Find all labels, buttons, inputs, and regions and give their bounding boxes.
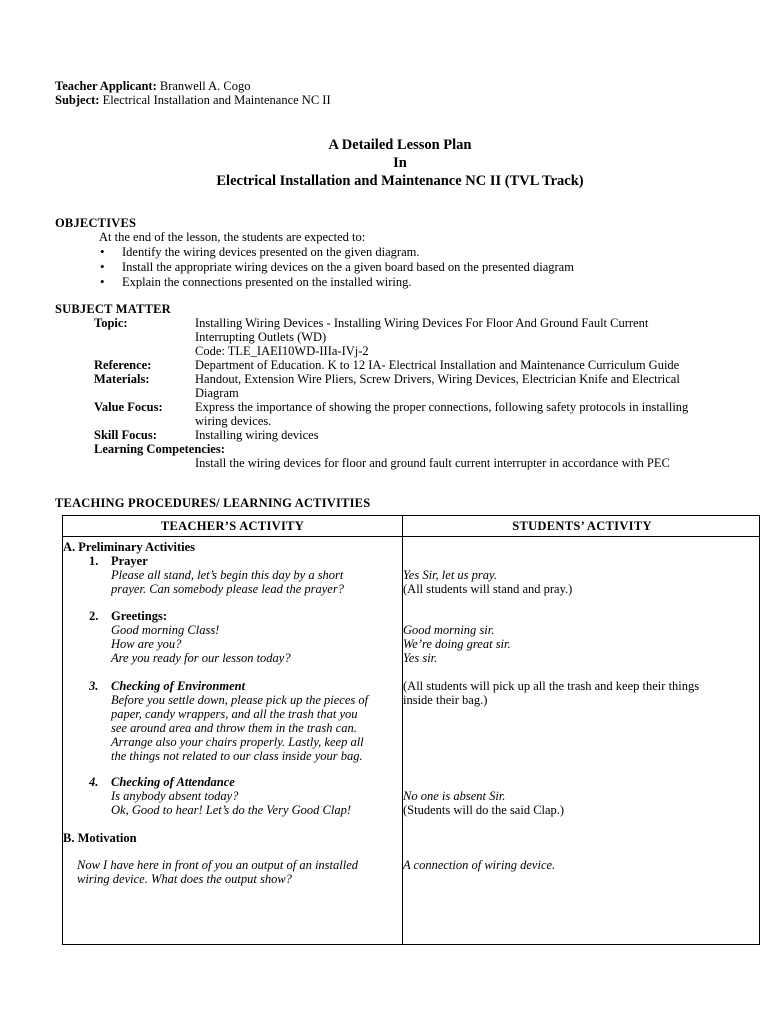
environment-teacher-line: Arrange also your chairs properly. Lastly, keep all — [111, 735, 364, 749]
greetings-number: 2. — [89, 609, 99, 623]
skill-focus-label: Skill Focus: — [94, 428, 157, 442]
environment-teacher-line: the things not related to our class inside your bag. — [111, 749, 363, 763]
learning-competencies-label: Learning Competencies: — [94, 442, 225, 456]
environment-teacher-line: paper, candy wrappers, and all the trash that you — [111, 707, 358, 721]
materials-label: Materials: — [94, 372, 150, 386]
topic-label: Topic: — [94, 316, 128, 330]
value-focus-line: wiring devices. — [195, 414, 272, 428]
attendance-student-response: No one is absent Sir. — [403, 789, 506, 803]
motivation-teacher-line: Now I have here in front of you an output of an installed — [77, 858, 358, 872]
topic-code: Code: TLE_IAEI10WD-IIIa-IVj-2 — [195, 344, 369, 358]
greetings-teacher-line: Are you ready for our lesson today? — [111, 651, 291, 665]
document-title-course: Electrical Installation and Maintenance NC II (TVL Track) — [216, 173, 584, 189]
value-focus-line: Express the importance of showing the proper connections, following safety protocols in installing — [195, 400, 689, 414]
document-title: A Detailed Lesson Plan — [328, 137, 472, 153]
materials-line: Diagram — [195, 386, 239, 400]
teacher-applicant-label: Teacher Applicant: — [55, 79, 157, 93]
greetings-student-response: We’re doing great sir. — [403, 637, 511, 651]
greetings-heading: Greetings: — [111, 609, 168, 623]
learning-competencies-value: Install the wiring devices for floor and ground fault current interrupter in accordance with PEC — [195, 456, 670, 470]
prayer-number: 1. — [89, 554, 99, 568]
topic-line: Interrupting Outlets (WD) — [195, 330, 327, 344]
environment-teacher-line: see around area and throw them in the trash can. — [111, 721, 357, 735]
greetings-teacher-line: How are you? — [111, 637, 182, 651]
attendance-student-action: (Students will do the said Clap.) — [403, 803, 565, 817]
teaching-procedures-heading: TEACHING PROCEDURES/ LEARNING ACTIVITIES — [55, 496, 371, 510]
motivation-teacher-line: wiring device. What does the output show? — [77, 872, 292, 886]
greetings-student-response: Yes sir. — [403, 651, 438, 665]
motivation-heading: B. Motivation — [63, 831, 137, 845]
greetings-teacher-line: Good morning Class! — [111, 623, 220, 637]
attendance-teacher-line: Is anybody absent today? — [111, 789, 239, 803]
environment-student-action: inside their bag.) — [403, 693, 488, 707]
students-activity-header: STUDENTS’ ACTIVITY — [512, 519, 652, 533]
objective-item: • Identify the wiring devices presented on the given diagram. — [100, 245, 574, 260]
reference-value: Department of Education. K to 12 IA- Electrical Installation and Maintenance Curriculum Guide — [195, 358, 680, 372]
environment-teacher-line: Before you settle down, please pick up the pieces of — [111, 693, 369, 707]
prayer-heading: Prayer — [111, 554, 148, 568]
environment-number: 3. — [89, 679, 99, 693]
attendance-teacher-line: Ok, Good to hear! Let’s do the Very Good Clap! — [111, 803, 352, 817]
attendance-heading: Checking of Attendance — [111, 775, 235, 789]
preliminary-activities-heading: A. Preliminary Activities — [63, 540, 196, 554]
document-title-in: In — [393, 155, 407, 171]
value-focus-value — [195, 400, 755, 428]
header-divider — [63, 536, 759, 537]
materials-line: Handout, Extension Wire Pliers, Screw Drivers, Wiring Devices, Electrician Knife and Electrical — [195, 372, 680, 386]
prayer-student-response: Yes Sir, let us pray. — [403, 568, 498, 582]
objectives-heading: OBJECTIVES — [55, 216, 137, 230]
objective-item: • Install the appropriate wiring devices on the a given board based on the presented diagram — [100, 260, 574, 275]
topic-value — [195, 316, 755, 358]
prayer-teacher-line: prayer. Can somebody please lead the prayer? — [111, 582, 344, 596]
teacher-applicant-name: Branwell A. Cogo — [156, 79, 251, 93]
value-focus-label: Value Focus: — [94, 400, 163, 414]
objectives-intro: At the end of the lesson, the students are expected to: — [99, 230, 366, 244]
objective-item: • Explain the connections presented on the installed wiring. — [100, 275, 574, 290]
subject-line — [55, 93, 331, 107]
attendance-number: 4. — [89, 775, 99, 789]
document-header — [55, 79, 331, 107]
motivation-student-response: A connection of wiring device. — [403, 858, 556, 872]
reference-label: Reference: — [94, 358, 152, 372]
greetings-student-response: Good morning sir. — [403, 623, 495, 637]
teacher-activity-header: TEACHER’S ACTIVITY — [160, 519, 305, 533]
environment-heading: Checking of Environment — [111, 679, 246, 693]
subject-value: Electrical Installation and Maintenance NC II — [99, 93, 331, 107]
topic-line: Installing Wiring Devices - Installing Wiring Devices For Floor And Ground Fault Current — [195, 316, 649, 330]
subject-label: Subject: — [55, 93, 100, 107]
subject-matter-heading: SUBJECT MATTER — [55, 302, 171, 316]
objectives-list — [100, 245, 574, 290]
skill-focus-value: Installing wiring devices — [195, 428, 319, 442]
teacher-applicant-line — [55, 79, 331, 93]
environment-student-action: (All students will pick up all the trash and keep their things — [403, 679, 700, 693]
activities-table — [62, 515, 760, 945]
prayer-teacher-line: Please all stand, let’s begin this day by a short — [111, 568, 344, 582]
prayer-student-action: (All students will stand and pray.) — [403, 582, 573, 596]
materials-value — [195, 372, 755, 400]
